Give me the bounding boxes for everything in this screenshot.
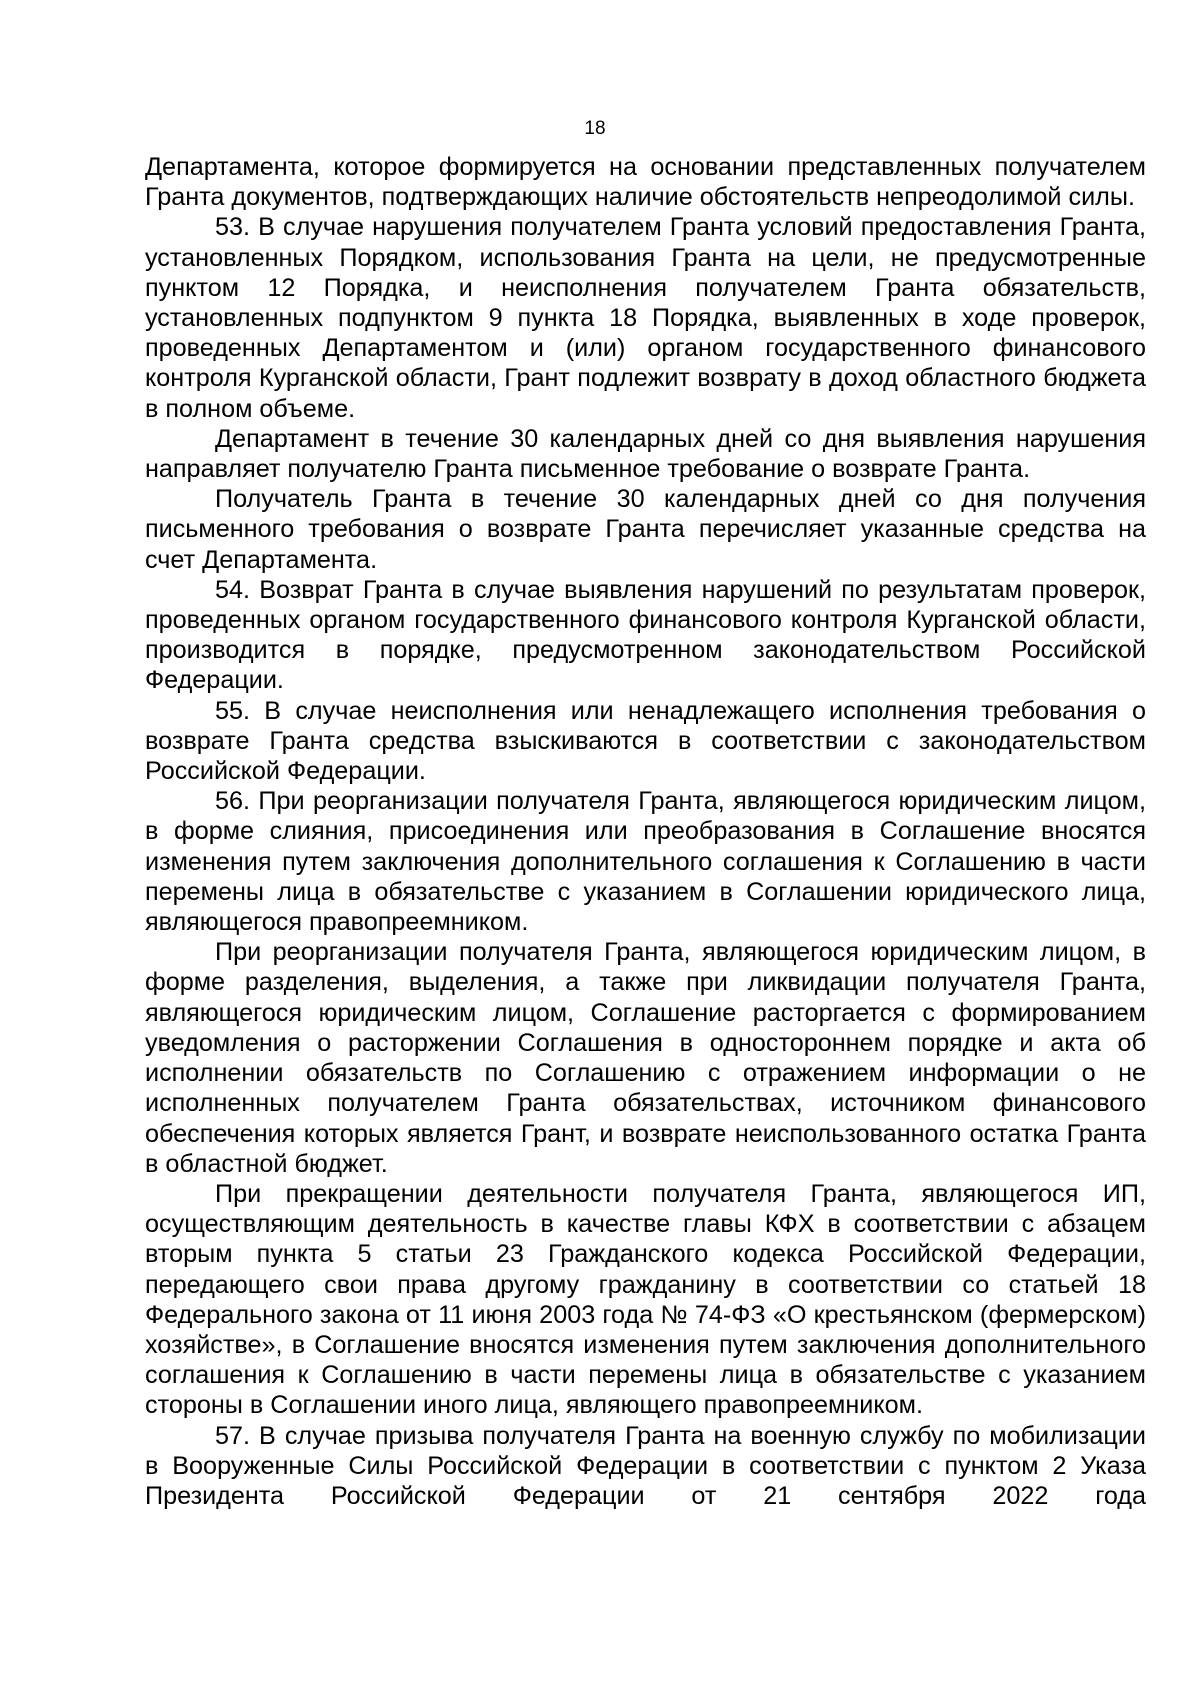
paragraph-clause-54: 54. Возврат Гранта в случае выявления нарушений по результатам проверок, проведенных органом государственного финансового контроля Курганской области, производится в порядке, предусмотренном законодательством Российской Федерации. (145, 575, 1146, 695)
paragraph-recipient-refund: Получатель Гранта в течение 30 календарных дней со дня получения письменного требования о возврате Гранта перечисляет указанные средства на счет Департамента. (145, 485, 1146, 574)
paragraph-clause-53: 53. В случае нарушения получателем Гранта условий предоставления Гранта, установленных Порядком, использования Гранта на цели, не предусмотренные пунктом 12 Порядка, и неисполнения получателем Гранта обязательств, установленных подпунктом 9 пункта 18 Порядка, выявленных в ходе проверок, проведенных Департаментом и (или) органом государственного финансового контроля Курганской области, Грант подлежит возврату в доход областного бюджета в полном объеме. (145, 213, 1146, 423)
paragraph-reorganization-division: При реорганизации получателя Гранта, являющегося юридическим лицом, в форме разделения, выделения, а также при ликвидации получателя Гранта, являющегося юридическим лицом, Соглашение расторгается с формированием уведомления о расторжении Соглашения в одностороннем порядке и акта об исполнении обязательств по Соглашению с отражением информации о не исполненных получателем Гранта обязательствах, источником финансового обеспечения которых является Грант, и возврате неиспользованного остатка Гранта в областной бюджет. (145, 938, 1146, 1178)
paragraph-department-notice: Департамент в течение 30 календарных дней со дня выявления нарушения направляет получателю Гранта письменное требование о возврате Гранта. (145, 424, 1146, 484)
paragraph-ip-termination: При прекращении деятельности получателя Гранта, являющегося ИП, осуществляющим деятельность в качестве главы КФХ в соответствии с абзацем вторым пункта 5 статьи 23 Гражданского кодекса Российской Федерации, передающего свои права другому гражданину в соответствии со статьей 18 Федерального закона от 11 июня 2003 года № 74-ФЗ «О крестьянском (фермерском) хозяйстве», в Соглашение вносятся изменения путем заключения дополнительного соглашения к Соглашению в части перемены лица в обязательстве с указанием стороны в Соглашении иного лица, являющего правопреемником. (145, 1179, 1146, 1420)
paragraph-clause-56: 56. При реорганизации получателя Гранта, являющегося юридическим лицом, в форме слияния, присоединения или преобразования в Соглашение вносятся изменения путем заключения дополнительного соглашения к Соглашению в части перемены лица в обязательстве с указанием в Соглашении юридического лица, являющегося правопреемником. (145, 787, 1146, 937)
document-body (145, 152, 1146, 1511)
paragraph-clause-55: 55. В случае неисполнения или ненадлежащего исполнения требования о возврате Гранта средства взыскиваются в соответствии с законодательством Российской Федерации. (145, 696, 1146, 786)
paragraph-continuation: Департамента, которое формируется на основании представленных получателем Гранта документов, подтверждающих наличие обстоятельств непреодолимой силы. (145, 153, 1146, 212)
paragraph-clause-57: 57. В случае призыва получателя Гранта на военную службу по мобилизации в Вооруженные Силы Российской Федерации в соответствии с пунктом 2 Указа Президента Российской Федерации от 21 сентября 2022 года (145, 1421, 1146, 1510)
page-number: 18 (584, 118, 606, 139)
